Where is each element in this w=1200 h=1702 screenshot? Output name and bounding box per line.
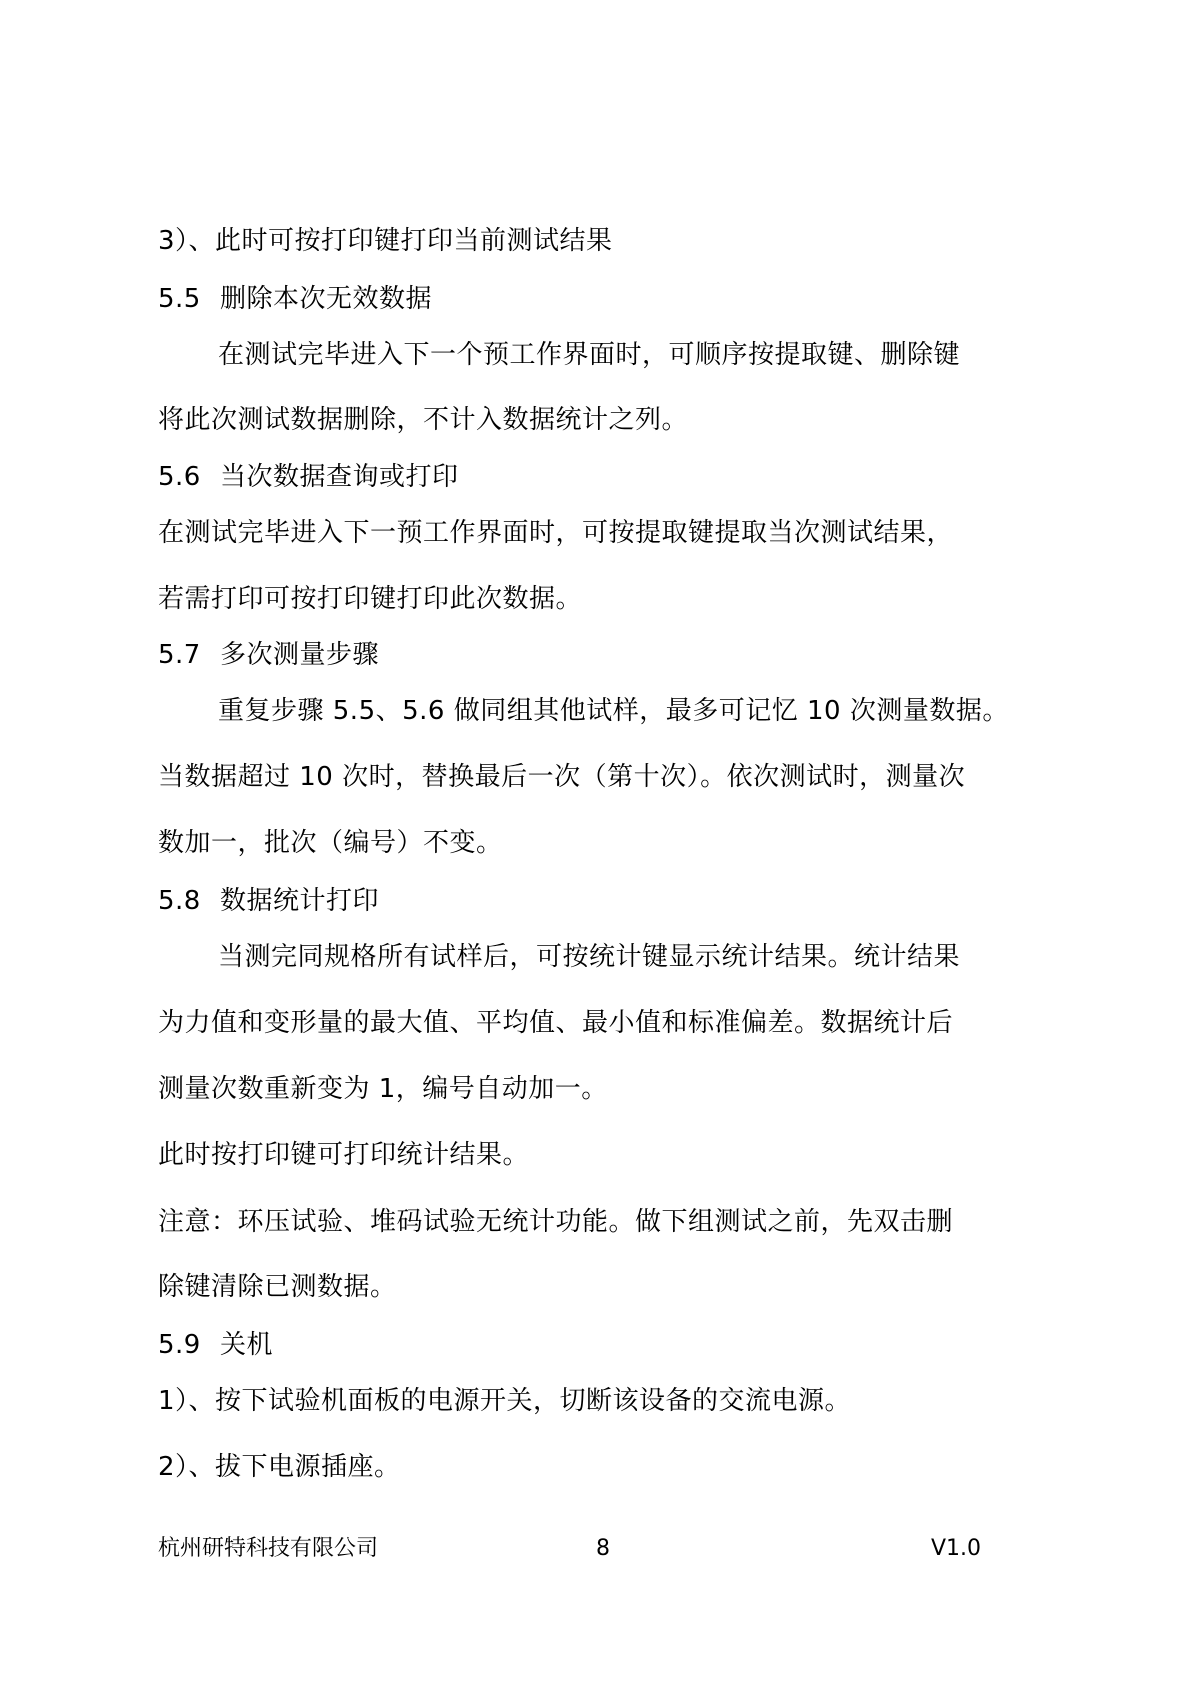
section-number: 5.9: [158, 1330, 201, 1360]
section-number: 5.6: [158, 462, 201, 492]
footer-company-name: 杭州研特科技有限公司: [158, 1536, 379, 1561]
paragraph-line: 2）、拔下电源插座。: [158, 1452, 401, 1482]
section-number: 5.5: [158, 284, 201, 314]
section-number: 5.7: [158, 640, 201, 670]
footer-version: V1.0: [931, 1536, 982, 1561]
paragraph-line: 数加一，批次（编号）不变。: [158, 828, 503, 858]
footer-page-number: 8: [596, 1536, 610, 1561]
section-title: 关机: [220, 1330, 274, 1360]
paragraph-line: 当测完同规格所有试样后，可按统计键显示统计结果。统计结果: [218, 942, 961, 972]
section-title: 当次数据查询或打印: [220, 462, 459, 492]
section-heading-5-9: [158, 1328, 273, 1362]
paragraph-line: 测量次数重新变为 1，编号自动加一。: [158, 1074, 608, 1104]
paragraph-line: 重复步骤 5.5、5.6 做同组其他试样，最多可记忆 10 次测量数据。: [218, 696, 1009, 726]
section-number: 5.8: [158, 886, 201, 916]
paragraph-line: 3）、此时可按打印键打印当前测试结果: [158, 226, 613, 256]
section-title: 多次测量步骤: [220, 640, 380, 670]
paragraph-line: 将此次测试数据删除，不计入数据统计之列。: [158, 405, 689, 435]
paragraph-line: 在测试完毕进入下一预工作界面时，可按提取键提取当次测试结果，: [158, 518, 954, 548]
paragraph-line: 为力值和变形量的最大值、平均值、最小值和标准偏差。数据统计后: [158, 1008, 954, 1038]
paragraph-line: 当数据超过 10 次时，替换最后一次（第十次）。依次测试时，测量次: [158, 762, 966, 792]
paragraph-line: 若需打印可按打印键打印此次数据。: [158, 584, 583, 614]
section-title: 删除本次无效数据: [220, 284, 433, 314]
section-heading-5-7: [158, 638, 379, 672]
paragraph-line: 在测试完毕进入下一个预工作界面时，可顺序按提取键、删除键: [218, 340, 961, 370]
paragraph-line: 注意：环压试验、堆码试验无统计功能。做下组测试之前，先双击删: [158, 1207, 954, 1237]
section-title: 数据统计打印: [220, 886, 380, 916]
section-heading-5-8: [158, 884, 379, 918]
section-heading-5-6: [158, 460, 459, 494]
section-heading-5-5: [158, 282, 432, 316]
paragraph-line: 1）、按下试验机面板的电源开关，切断该设备的交流电源。: [158, 1386, 852, 1416]
paragraph-line: 除键清除已测数据。: [158, 1272, 397, 1302]
paragraph-line: 此时按打印键可打印统计结果。: [158, 1140, 530, 1170]
